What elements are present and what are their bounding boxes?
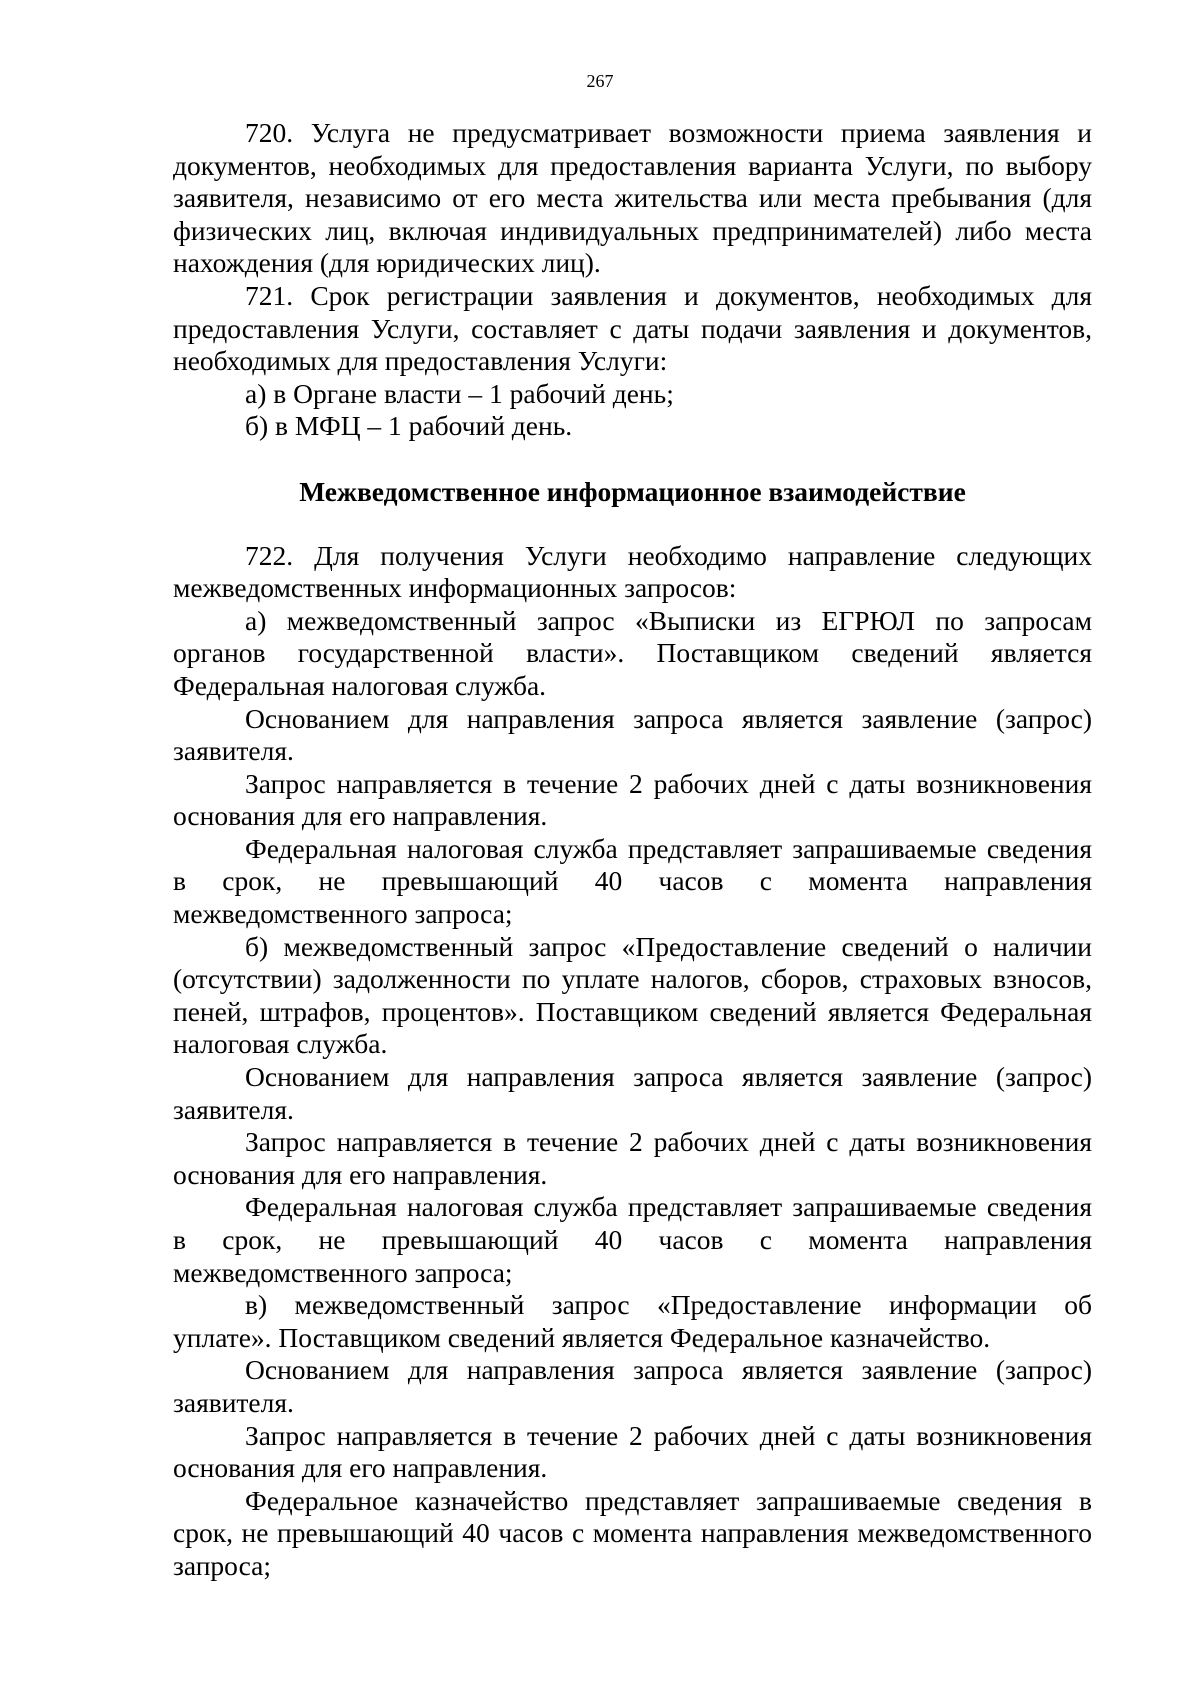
section-heading: Межведомственное информационное взаимодействие xyxy=(299,475,966,507)
request-c: в) межведомственный запрос «Предоставление информации об уплате». Поставщиком сведений является Федеральное казначейство. xyxy=(173,1289,1092,1353)
paragraph-721-item-a: а) в Органе власти – 1 рабочий день; xyxy=(245,377,674,409)
request-c-timing: Запрос направляется в течение 2 рабочих дней с даты возникновения основания для его направления. xyxy=(173,1419,1092,1484)
request-b-basis: Основанием для направления запроса является заявление (запрос) заявителя. xyxy=(173,1061,1092,1125)
request-a-timing: Запрос направляется в течение 2 рабочих дней с даты возникновения основания для его направления. xyxy=(173,767,1092,832)
request-b-response: Федеральная налоговая служба представляет запрашиваемые сведения в срок, не превышающий 40 часов с момента направления межведомственного запроса; xyxy=(173,1191,1092,1288)
paragraph-720: 720. Услуга не предусматривает возможности приема заявления и документов, необходимых для предоставления варианта Услуги, по выбору заявителя, независимо от его места жительства или места пребывания (для физических лиц, включая индивидуальных предпринимателей) либо места нахождения (для юридических лиц). xyxy=(173,117,1092,279)
request-a-response: Федеральная налоговая служба представляет запрашиваемые сведения в срок, не превышающий 40 часов с момента направления межведомственного запроса; xyxy=(173,832,1092,930)
paragraph-721-item-b: б) в МФЦ – 1 рабочий день. xyxy=(245,410,573,442)
request-a: а) межведомственный запрос «Выписки из ЕГРЮЛ по запросам органов государственной власти». Поставщиком сведений является Федеральная налоговая служба. xyxy=(173,604,1092,701)
request-b-timing: Запрос направляется в течение 2 рабочих дней с даты возникновения основания для его направления. xyxy=(173,1126,1092,1190)
document-body xyxy=(173,117,1092,1583)
request-c-response: Федеральное казначейство представляет запрашиваемые сведения в срок, не превышающий 40 часов с момента направления межведомственного запроса; xyxy=(173,1484,1092,1581)
page-number: 267 xyxy=(586,71,614,91)
paragraph-722: 722. Для получения Услуги необходимо направление следующих межведомственных информационных запросов: xyxy=(173,539,1092,604)
request-c-basis: Основанием для направления запроса является заявление (запрос) заявителя. xyxy=(173,1354,1092,1418)
request-b: б) межведомственный запрос «Предоставление сведений о наличии (отсутствии) задолженности по уплате налогов, сборов, страховых взносов, пеней, штрафов, процентов». Поставщиком сведений является Федеральная налоговая служба. xyxy=(173,930,1092,1060)
paragraph-721: 721. Срок регистрации заявления и документов, необходимых для предоставления Услуги, составляет с даты подачи заявления и документов, необходимых для предоставления Услуги: xyxy=(173,279,1092,377)
request-a-basis: Основанием для направления запроса является заявление (запрос) заявителя. xyxy=(173,702,1092,767)
